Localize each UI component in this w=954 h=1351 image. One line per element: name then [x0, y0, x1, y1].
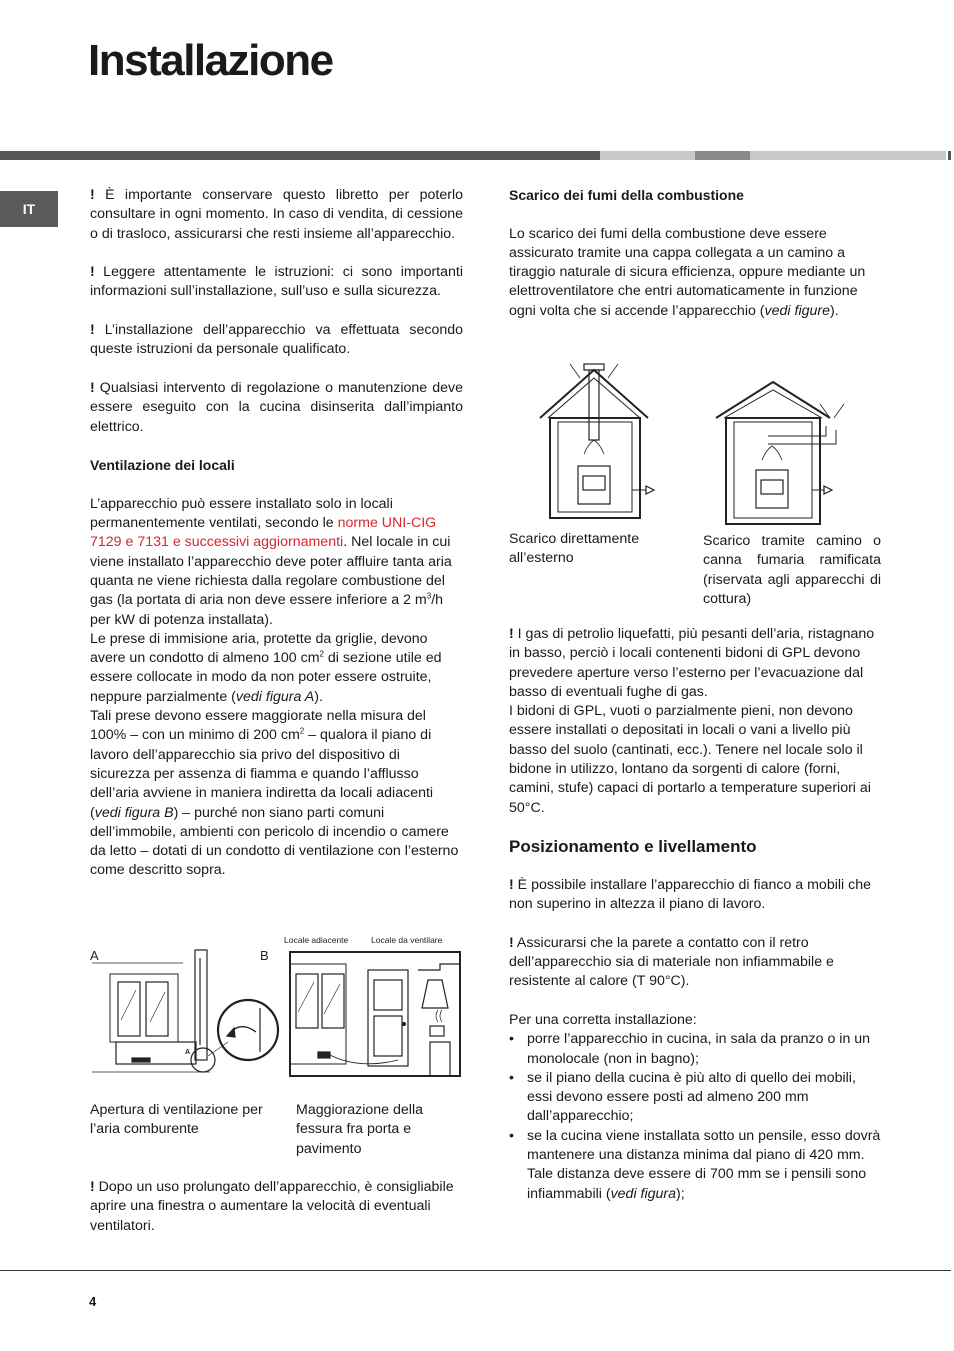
heading-ventilazione: Ventilazione dei locali	[90, 457, 235, 474]
paragraph-gpl-1: ! I gas di petrolio liquefatti, più pesanti dell’aria, ristagnano in basso, perciò i locali contenenti bidoni di GPL devono prevedere aperture verso l’esterno per l’evacuazione dal basso di eventuali fughe di gas.	[509, 626, 875, 700]
figure-label-b: B	[260, 948, 269, 963]
exhaust-diagram	[536, 358, 856, 526]
paragraph-gpl-2: I bidoni di GPL, vuoti o parzialmente pieni, non devono essere installati o depositati in locali o vani a livello più basso del suolo (cantinati, ecc.). Tenere nel locale solo il bidone in utilizzo, lontano da sorgenti di calore (forni, camini, stufe) capaci di portarlo a temperature superiori ai 50°C.	[509, 703, 871, 816]
left-column	[90, 186, 463, 881]
paragraph-warning-1: ! È importante conservare questo libretto per poterlo consultare in ogni momento. In caso di vendita, di cessione o di trasloco, assicurarsi che resti insieme all’apparecchio.	[90, 187, 463, 242]
caption-figure-a: Apertura di ventilazione per l’aria comburente	[90, 1102, 263, 1138]
header-bar-mid	[695, 151, 750, 160]
caption-figure-c: Scarico direttamente all’esterno	[509, 531, 640, 567]
paragraph-ventilazione-3: Tali prese devono essere maggiorate nella misura del 100% – con un minimo di 200 $cm^2$ – qualora il piano di lavoro dell’apparecchio sia privo del dispositivo di sicurezza per assenza di fiamma e quando l’afflusso dell’aria avviene in maniera indiretta da locali adiacenti (vedi figura B) – purché non siano parti comuni dell’immobile, ambienti con pericolo di incendio o camere da letto – dotati di un condotto di ventilazione con l’esterno come descritto sopra.	[90, 708, 459, 879]
header-bar-light	[600, 151, 695, 160]
page-number: 4	[89, 1294, 97, 1309]
paragraph-pos-1: ! È possibile installare l’apparecchio di fianco a mobili che non superino in altezza il piano di lavoro.	[509, 876, 871, 913]
heading-posizionamento: Posizionamento e livellamento	[509, 837, 757, 857]
header-bar-dark	[0, 151, 600, 160]
list-item: • se la cucina viene installata sotto un pensile, esso dovrà mantenere una distanza minima dal piano di 420 mm.	[509, 1127, 881, 1166]
caption-figure-b: Maggiorazione della fessura fra porta e pavimento	[296, 1102, 423, 1157]
paragraph-ventilazione-1: L’apparecchio può essere installato solo in locali permanentemente ventilati, secondo le norme UNI-CIG 7129 e 7131 e successivi aggiornamenti. Nel locale in cui viene installato l’apparecchio deve poter affluire tanta aria quanta ne viene richiesta dalla regolare combustione del gas (la portata di aria non deve essere inferiore a 2 $m^3/h$ per kW di potenza installata).	[90, 495, 452, 628]
installation-list	[509, 1030, 881, 1165]
caption-figure-d: Scarico tramite camino o canna fumaria ramificata (riservata agli apparecchi di cottura)	[703, 533, 881, 607]
list-item: • se il piano della cucina è più alto di quello dei mobili, essi devono essere posti ad almeno 200 mm dall’apparecchio;	[509, 1069, 881, 1127]
ventilation-diagram	[88, 930, 464, 1080]
paragraph-warning-4: ! Qualsiasi intervento di regolazione o manutenzione deve essere eseguito con la cucina disinserita dall’impianto elettrico.	[90, 379, 463, 435]
paragraph-pos-3: Per una corretta installazione:	[509, 1011, 697, 1028]
paragraph-ventilazione-2: Le prese di immisione aria, protette da griglie, devono avere un condotto di almeno 100 $cm^2$ di sezione utile ed essere collocate in modo da non poter essere ostruite, neppure parzialmente (vedi figura A).	[90, 630, 442, 705]
label-locale-adiacente: Locale adiacente	[284, 935, 349, 945]
figure-label-a-small: A	[185, 1049, 191, 1056]
header-bar-light-2	[750, 151, 946, 160]
page-title: Installazione	[88, 36, 333, 85]
right-column-bottom	[509, 625, 881, 1204]
figure-label-a: A	[90, 948, 99, 963]
right-column-top	[509, 186, 881, 340]
list-item: • porre l’apparecchio in cucina, in sala da pranzo o in un monolocale (non in bagno);	[509, 1030, 881, 1069]
footer-divider	[0, 1270, 951, 1271]
paragraph-warning-3: ! L’installazione dell’apparecchio va effettuata secondo queste istruzioni da personale qualificato.	[90, 322, 463, 358]
list-item-continuation: Tale distanza deve essere di 700 mm se i pensili sono infiammabili (vedi figura);	[527, 1166, 867, 1202]
exhaust-figure	[536, 358, 856, 526]
language-tab: IT	[0, 191, 58, 227]
header-bar-end	[948, 151, 951, 160]
heading-scarico: Scarico dei fumi della combustione	[509, 187, 744, 203]
paragraph-pos-2: ! Assicurarsi che la parete a contatto con il retro dell’apparecchio sia di materiale non infiammabile e resistente al calore (T 90°C).	[509, 934, 834, 990]
label-locale-da-ventilare: Locale da ventilare	[371, 935, 443, 945]
paragraph-scarico: Lo scarico dei fumi della combustione deve essere assicurato tramite una cappa collegata a un camino a tiraggio naturale di sicura efficienza, oppure mediante un elettroventilatore che entri automaticamente in funzione ogni volta che si accende l’apparecchio (vedi figure).	[509, 225, 866, 319]
paragraph-warning-2: ! Leggere attentamente le istruzioni: ci sono importanti informazioni sull’installazione, sull’uso e sulla sicurezza.	[90, 264, 463, 300]
paragraph-warning-5: ! Dopo un uso prolungato dell’apparecchio, è consigliabile aprire una finestra o aumentare la velocità di eventuali ventilatori.	[90, 1179, 454, 1234]
ventilation-figure	[88, 930, 464, 1080]
